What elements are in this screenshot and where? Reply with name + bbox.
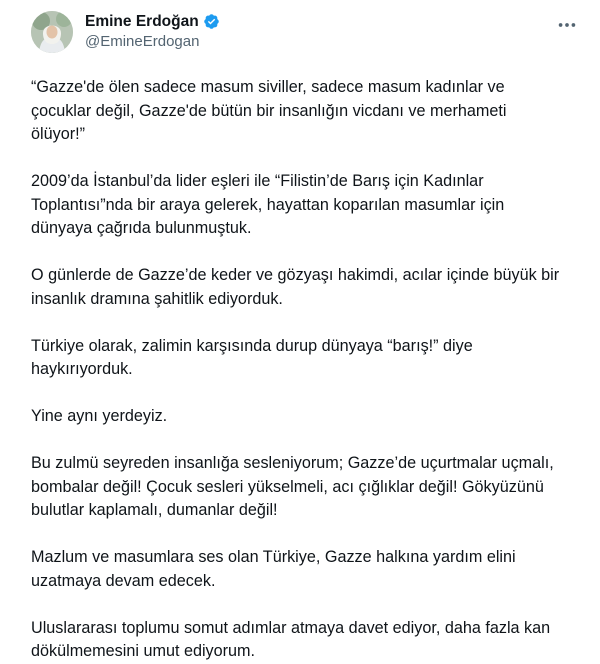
- tweet-header: [31, 10, 578, 56]
- more-options-icon[interactable]: [556, 14, 578, 36]
- handle[interactable]: @EmineErdogan: [85, 33, 200, 50]
- tweet-paragraph: Türkiye olarak, zalimin karşısında durup dünyaya “barış!” diye haykırıyorduk.: [31, 336, 473, 378]
- tweet-paragraph: Uluslararası toplumu somut adımlar atmaya davet ediyor, daha fazla kan dökülmemesini umut ediyorum.: [31, 618, 551, 660]
- name-row: [85, 11, 220, 32]
- tweet-paragraph: “Gazze'de ölen sadece masum siviller, sadece masum kadınlar ve çocuklar değil, Gazze'de bütün bir insanlığın vicdanı ve merhameti ölüyor!”: [31, 78, 507, 143]
- tweet-text: [31, 76, 591, 664]
- tweet-paragraph: Mazlum ve masumlara ses olan Türkiye, Gazze halkına yardım elini uzatmaya devam edecek.: [31, 548, 516, 590]
- tweet-paragraph: Bu zulmü seyreden insanlığa sesleniyorum; Gazze’de uçurtmalar uçmalı, bombalar değil! Çocuk sesleri yükselmeli, acı çığlıklar değil! Gökyüzünü bulutlar kaplamalı, dumanlar değil!: [31, 454, 554, 519]
- tweet-paragraph: Yine aynı yerdeyiz.: [31, 407, 168, 425]
- verified-badge-icon: [203, 13, 220, 30]
- display-name[interactable]: Emine Erdoğan: [85, 12, 199, 30]
- author-info: [85, 11, 220, 50]
- tweet-paragraph: O günlerde de Gazze’de keder ve gözyaşı hakimdi, acılar içinde büyük bir insanlık dramına şahitlik ediyorduk.: [31, 266, 560, 308]
- avatar-image: [31, 11, 73, 53]
- avatar[interactable]: [31, 11, 73, 53]
- tweet-paragraph: 2009’da İstanbul’da lider eşleri ile “Filistin’de Barış için Kadınlar Toplantısı”nda bir araya gelerek, hayattan koparılan masumlar için dünyaya çağrıda bulunmuştuk.: [31, 172, 505, 237]
